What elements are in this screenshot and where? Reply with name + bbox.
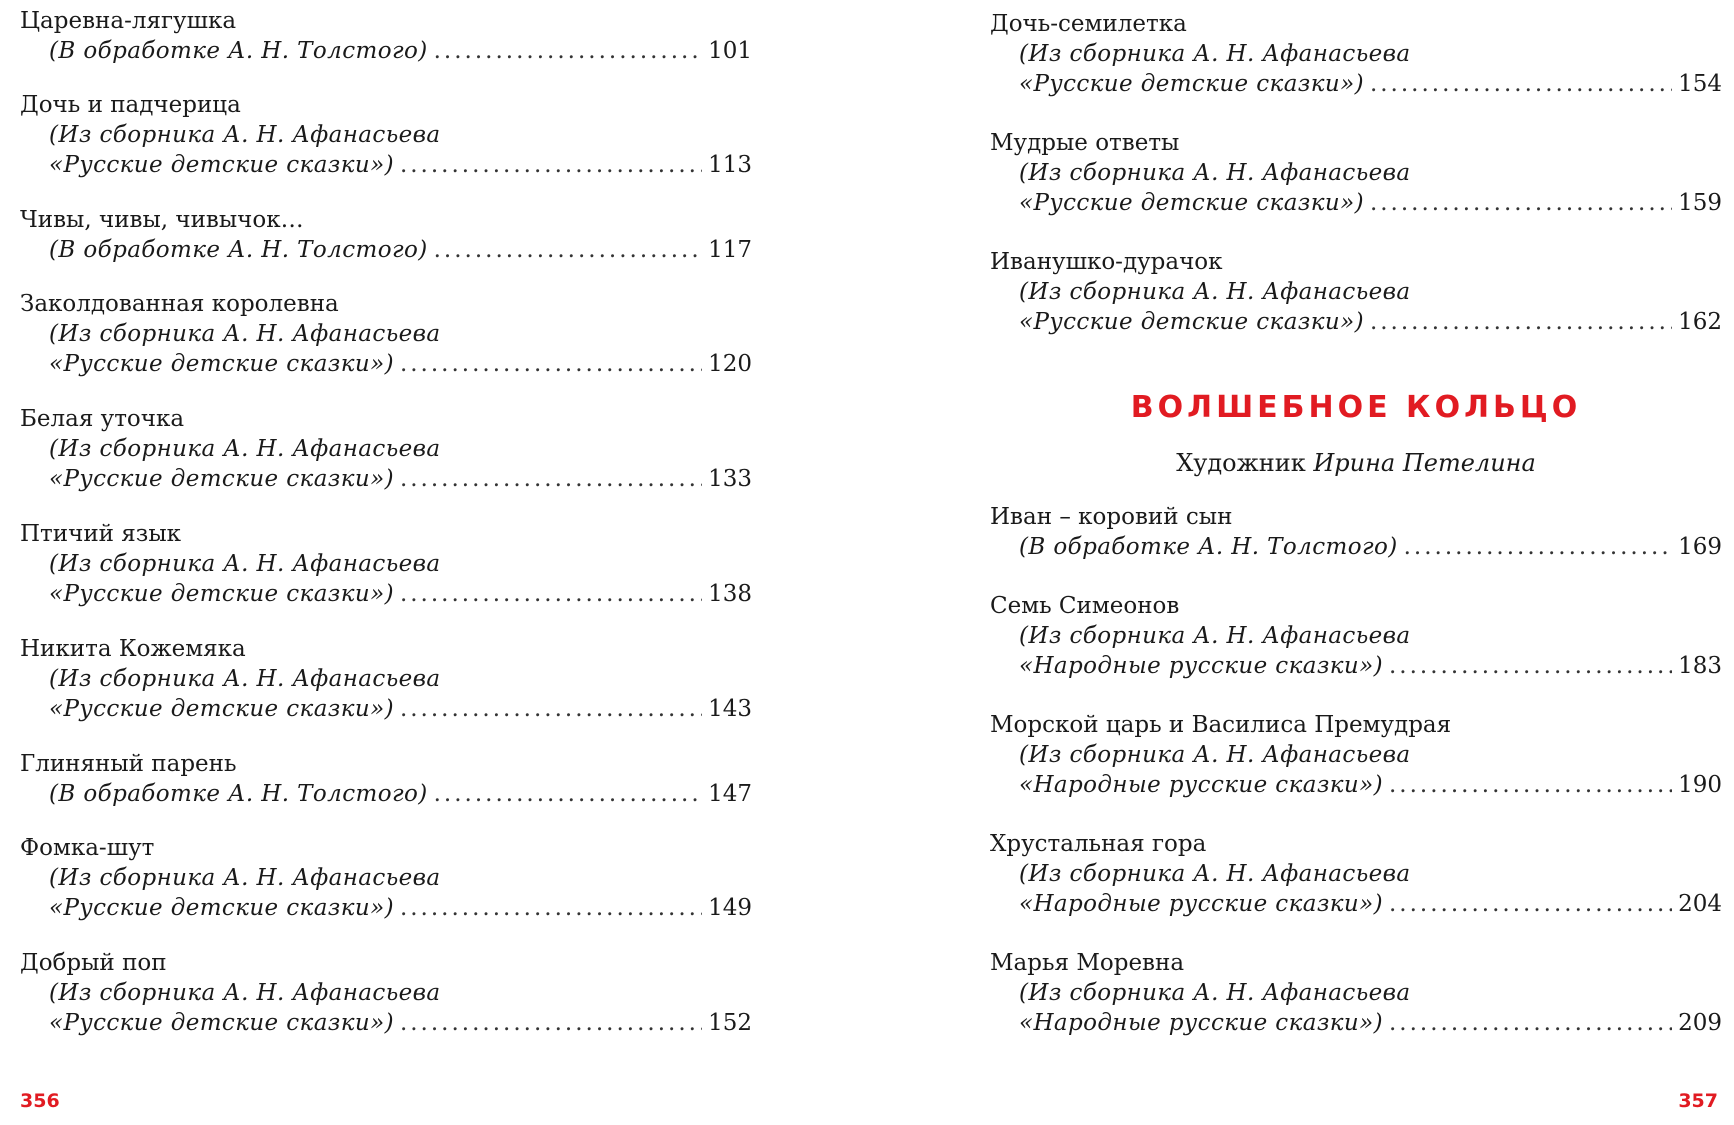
entry-note: (Из сборника А. Н. Афанасьева [1019,623,1411,649]
entry-title: Белая уточка [20,406,185,432]
entry-title: Никита Кожемяка [20,636,246,662]
dot-leader [400,1008,702,1038]
dot-leader [434,235,703,265]
entry-source-row [990,188,1722,218]
entry-page-number: 120 [708,351,752,377]
entry-note: (Из сборника А. Н. Афанасьева [1019,742,1411,768]
entry-source: «Русские детские сказки») [49,466,394,492]
entry-title: Иван – коровий сын [990,504,1233,530]
toc-entry[interactable] [990,502,1722,562]
entry-note: (Из сборника А. Н. Афанасьева [49,551,441,577]
entry-source-row [990,532,1722,562]
entry-page-number: 117 [708,237,752,263]
dot-leader [400,893,702,923]
section-heading: ВОЛШЕБНОЕ КОЛЬЦО [1130,390,1582,425]
dot-leader [400,579,702,609]
dot-leader [1389,889,1672,919]
entry-source: «Русские детские сказки») [49,351,394,377]
entry-title: Дочь и падчерица [20,92,241,118]
entry-note: (Из сборника А. Н. Афанасьева [1019,980,1411,1006]
toc-entry[interactable] [20,833,752,923]
dot-leader [1370,188,1672,218]
entry-source: «Русские детские сказки») [49,696,394,722]
toc-entry[interactable] [20,634,752,724]
entry-source: «Народные русские сказки») [1019,1010,1383,1036]
entry-title: Фомка-шут [20,835,155,861]
entry-source: «Русские детские сказки») [1019,190,1364,216]
toc-entry[interactable] [990,9,1722,99]
entry-source-row [20,1008,752,1038]
dot-leader [1389,770,1672,800]
dot-leader [1404,532,1673,562]
entry-page-number: 204 [1678,891,1722,917]
entry-title: Семь Симеонов [990,593,1180,619]
entry-source: «Русские детские сказки») [49,152,394,178]
entry-title: Иванушко-дурачок [990,249,1223,275]
entry-note: (Из сборника А. Н. Афанасьева [1019,861,1411,887]
entry-source-row [20,235,752,265]
entry-title: Чивы, чивы, чивычок… [20,207,304,233]
toc-entry[interactable] [990,829,1722,919]
entry-source-row [20,694,752,724]
entry-page-number: 154 [1678,71,1722,97]
artist-credit [990,448,1722,478]
entry-source-row [990,1008,1722,1038]
dot-leader [400,349,702,379]
entry-page-number: 190 [1678,772,1722,798]
entry-title: Добрый поп [20,950,167,976]
entry-source-row [990,69,1722,99]
toc-entry[interactable] [990,128,1722,218]
entry-source-row [990,889,1722,919]
dot-leader [400,464,702,494]
entry-page-number: 183 [1678,653,1722,679]
entry-note: (Из сборника А. Н. Афанасьева [1019,279,1411,305]
entry-source-row [20,349,752,379]
entry-source: «Народные русские сказки») [1019,891,1383,917]
entry-source-row [990,770,1722,800]
entry-source: (В обработке А. Н. Толстого) [1019,534,1398,560]
entry-title: Заколдованная королевна [20,291,339,317]
entry-title: Глиняный парень [20,751,237,777]
entry-source: «Русские детские сказки») [49,895,394,921]
entry-source: (В обработке А. Н. Толстого) [49,38,428,64]
page-number-left: 356 [20,1090,60,1112]
toc-entry[interactable] [990,247,1722,337]
entry-note: (Из сборника А. Н. Афанасьева [49,436,441,462]
entry-source: «Народные русские сказки») [1019,653,1383,679]
entry-source: «Русские детские сказки») [1019,71,1364,97]
dot-leader [434,779,703,809]
entry-page-number: 152 [708,1010,752,1036]
dot-leader [434,36,703,66]
toc-entry[interactable] [20,948,752,1038]
toc-entry[interactable] [20,289,752,379]
entry-page-number: 159 [1678,190,1722,216]
dot-leader [1370,69,1672,99]
dot-leader [1370,307,1672,337]
dot-leader [400,150,702,180]
toc-entry[interactable] [990,591,1722,681]
entry-page-number: 143 [708,696,752,722]
entry-source: «Русские детские сказки») [1019,309,1364,335]
entry-source-row [20,150,752,180]
entry-source-row [20,464,752,494]
page-number-right: 357 [1678,1090,1718,1112]
toc-entry[interactable] [20,6,752,66]
dot-leader [1389,651,1672,681]
entry-source-row [20,779,752,809]
entry-source: (В обработке А. Н. Толстого) [49,781,428,807]
entry-page-number: 162 [1678,309,1722,335]
toc-entry[interactable] [990,710,1722,800]
dot-leader [1389,1008,1672,1038]
entry-note: (Из сборника А. Н. Афанасьева [49,122,441,148]
entry-page-number: 133 [708,466,752,492]
toc-entry[interactable] [20,404,752,494]
entry-page-number: 113 [708,152,752,178]
entry-title: Дочь-семилетка [990,11,1187,37]
toc-entry[interactable] [990,948,1722,1038]
entry-note: (Из сборника А. Н. Афанасьева [49,865,441,891]
entry-title: Морской царь и Василиса Премудрая [990,712,1452,738]
entry-source-row [20,579,752,609]
artist-name: Ирина Петелина [1313,449,1536,477]
entry-title: Царевна-лягушка [20,8,237,34]
entry-note: (Из сборника А. Н. Афанасьева [49,666,441,692]
entry-title: Марья Моревна [990,950,1185,976]
entry-source-row [990,307,1722,337]
entry-note: (Из сборника А. Н. Афанасьева [49,980,441,1006]
entry-page-number: 138 [708,581,752,607]
toc-entry[interactable] [20,205,752,265]
entry-note: (Из сборника А. Н. Афанасьева [49,321,441,347]
toc-entry[interactable] [20,519,752,609]
entry-page-number: 147 [708,781,752,807]
entry-title: Хрустальная гора [990,831,1207,857]
entry-note: (Из сборника А. Н. Афанасьева [1019,160,1411,186]
entry-title: Птичий язык [20,521,182,547]
dot-leader [400,694,702,724]
entry-source: «Русские детские сказки») [49,1010,394,1036]
entry-page-number: 169 [1678,534,1722,560]
entry-page-number: 101 [708,38,752,64]
entry-page-number: 149 [708,895,752,921]
toc-entry[interactable] [20,90,752,180]
entry-source: «Народные русские сказки») [1019,772,1383,798]
entry-title: Мудрые ответы [990,130,1180,156]
entry-source: (В обработке А. Н. Толстого) [49,237,428,263]
entry-source-row [20,36,752,66]
toc-entry[interactable] [20,749,752,809]
entry-source-row [20,893,752,923]
entry-page-number: 209 [1678,1010,1722,1036]
entry-source-row [990,651,1722,681]
artist-label: Художник [1176,449,1306,477]
entry-note: (Из сборника А. Н. Афанасьева [1019,41,1411,67]
entry-source: «Русские детские сказки») [49,581,394,607]
